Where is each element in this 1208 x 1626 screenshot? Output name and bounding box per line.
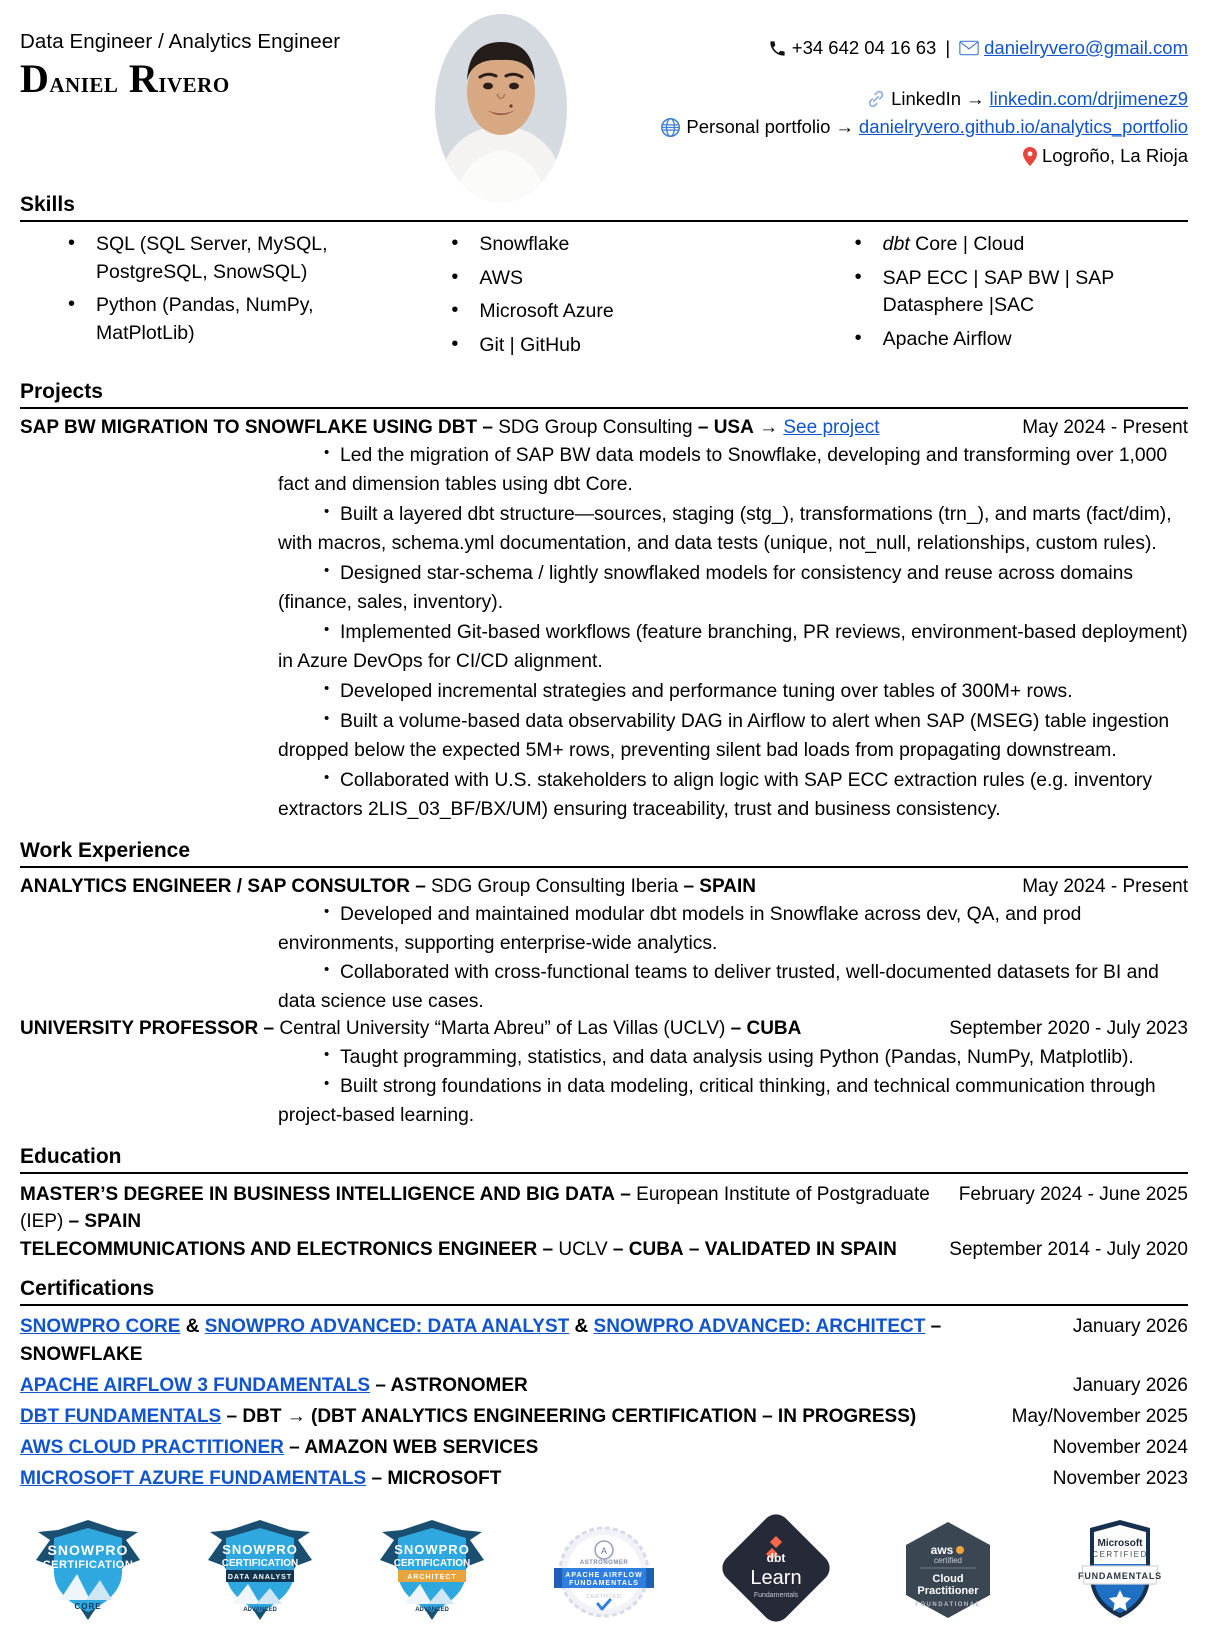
name-rest-first: aniel bbox=[49, 66, 119, 99]
section-heading-certifications: Certifications bbox=[20, 1277, 155, 1301]
svg-text:A: A bbox=[600, 1546, 608, 1557]
project-title-dbt: DBT bbox=[438, 416, 478, 438]
education-date: September 2014 - July 2020 bbox=[949, 1238, 1188, 1260]
svg-text:Practitioner: Practitioner bbox=[917, 1585, 979, 1598]
education-extra-dash: – bbox=[683, 1238, 705, 1260]
linkedin-arrow: → bbox=[966, 87, 985, 109]
work-date: May 2024 - Present bbox=[1022, 875, 1188, 897]
section-heading-projects: Projects bbox=[20, 379, 103, 403]
cert-issuer: ASTRONOMER bbox=[390, 1374, 528, 1396]
education-country-dash: – bbox=[63, 1211, 85, 1233]
skills-grid bbox=[20, 229, 1188, 366]
envelope-icon bbox=[959, 40, 979, 56]
bullet-item: • Taught programming, statistics, and data analysis using Python (Pandas, NumPy, Matplotlib). bbox=[20, 1044, 1188, 1073]
svg-text:dbt: dbt bbox=[766, 1551, 786, 1566]
work-company: Central University “Marta Abreu” of Las Villas (UCLV) bbox=[279, 1018, 726, 1040]
skills-column-1 bbox=[20, 231, 409, 366]
svg-text:SNOWPRO: SNOWPRO bbox=[47, 1542, 129, 1559]
cert-link[interactable]: SNOWPRO ADVANCED: ARCHITECT bbox=[593, 1316, 926, 1338]
skill-item: • AWS bbox=[433, 265, 798, 293]
project-title-to: TO bbox=[208, 416, 245, 438]
education-degree: TELECOMMUNICATIONS AND ELECTRONICS ENGINEER bbox=[20, 1238, 538, 1260]
svg-text:CERTIFIED: CERTIFIED bbox=[1092, 1550, 1148, 1560]
bullet-item: • Designed star-schema / lightly snowflaked models for consistency and reuse across domains (finance, sales, inventory). bbox=[20, 560, 1188, 618]
avatar bbox=[435, 14, 567, 202]
cert-dash: – bbox=[283, 1436, 305, 1458]
svg-text:certified: certified bbox=[933, 1556, 963, 1566]
certification-row bbox=[20, 1372, 1188, 1400]
svg-text:FUNDAMENTALS: FUNDAMENTALS bbox=[1078, 1571, 1162, 1582]
bullet-item: • Built a layered dbt structure—sources, staging (stg_), transformations (trn_), and marts (fact/dim), with macros, schema.yml documentation, and data tests (unique, not_null, relationships, custom rules). bbox=[20, 501, 1188, 559]
svg-text:CERTIFICATION: CERTIFICATION bbox=[393, 1558, 471, 1570]
skill-item: • Python (Pandas, NumPy, MatPlotLib) bbox=[50, 292, 409, 347]
certification-row bbox=[20, 1313, 1188, 1368]
svg-text:aws: aws bbox=[930, 1543, 954, 1558]
project-title-sc2b: NOWFLAKE bbox=[257, 416, 368, 438]
cert-link[interactable]: SNOWPRO ADVANCED: DATA ANALYST bbox=[204, 1316, 570, 1338]
work-role: UNIVERSITY PROFESSOR bbox=[20, 1018, 259, 1040]
svg-text:CERTIFIED: CERTIFIED bbox=[586, 1594, 622, 1601]
svg-text:Microsoft: Microsoft bbox=[1097, 1538, 1143, 1550]
cert-dash: – bbox=[221, 1405, 243, 1427]
cert-dash: – bbox=[370, 1374, 391, 1396]
work-header bbox=[20, 1017, 1188, 1042]
portfolio-label: Personal portfolio bbox=[686, 116, 831, 138]
svg-text:ADVANCED: ADVANCED bbox=[243, 1607, 277, 1614]
bullet-item: • Implemented Git-based workflows (feature branching, PR reviews, environment-based deployment) in Azure DevOps for CI/CD alignment. bbox=[20, 619, 1188, 677]
project-bullets bbox=[278, 442, 1188, 824]
contact-row-location bbox=[628, 142, 1188, 171]
project-title-sc1: IGRATION bbox=[116, 416, 209, 438]
svg-text:Fundamentals: Fundamentals bbox=[753, 1592, 799, 1600]
contact-separator: | bbox=[945, 37, 951, 58]
chain-link-icon bbox=[866, 89, 886, 109]
svg-text:Cloud: Cloud bbox=[932, 1573, 964, 1586]
dbt-rest: Core | Cloud bbox=[909, 233, 1025, 255]
section-heading-work: Work Experience bbox=[20, 838, 191, 862]
work-country: SPAIN bbox=[699, 875, 756, 897]
svg-text:FUNDAMENTALS: FUNDAMENTALS bbox=[569, 1580, 639, 1588]
linkedin-label: LinkedIn bbox=[891, 87, 962, 109]
divider-projects bbox=[20, 407, 1188, 409]
svg-text:CERTIFICATION: CERTIFICATION bbox=[42, 1559, 134, 1572]
cert-issuer: SNOWFLAKE bbox=[20, 1343, 143, 1365]
microsoft-certified-fundamentals-badge bbox=[1060, 1514, 1180, 1626]
certification-row bbox=[20, 1403, 1188, 1431]
certification-badges bbox=[20, 1514, 1188, 1626]
education-dash: – bbox=[537, 1238, 559, 1260]
job-title: Data Engineer / Analytics Engineer bbox=[20, 30, 341, 53]
svg-text:SNOWPRO: SNOWPRO bbox=[394, 1542, 470, 1558]
cert-date: January 2026 bbox=[1072, 1316, 1188, 1338]
project-title-sc2: S bbox=[244, 416, 258, 438]
education-extra: VALIDATED IN SPAIN bbox=[704, 1238, 897, 1260]
education-country: SPAIN bbox=[84, 1211, 142, 1233]
name-initial-first: D bbox=[20, 56, 50, 101]
divider-certifications bbox=[20, 1304, 1188, 1306]
page-title bbox=[20, 58, 340, 100]
skill-item: • SAP ECC | SAP BW | SAP Datasphere |SAC bbox=[837, 265, 1188, 320]
work-bullets bbox=[278, 1044, 1188, 1131]
svg-text:DATA ANALYST: DATA ANALYST bbox=[227, 1574, 293, 1582]
name-rest-last: ivero bbox=[158, 66, 230, 99]
cert-link[interactable]: DBT FUNDAMENTALS bbox=[20, 1405, 222, 1427]
project-arrow: → bbox=[759, 416, 779, 438]
map-pin-icon bbox=[1023, 147, 1037, 166]
contact-block bbox=[628, 34, 1188, 171]
work-country: CUBA bbox=[746, 1018, 802, 1040]
cert-date: November 2024 bbox=[1052, 1436, 1188, 1458]
cert-amp: & bbox=[569, 1316, 594, 1338]
divider-work bbox=[20, 866, 1188, 868]
cert-issuer: AMAZON WEB SERVICES bbox=[304, 1436, 539, 1458]
snowpro-core-badge bbox=[28, 1514, 148, 1626]
work-country-dash: – bbox=[725, 1018, 747, 1040]
skill-item: • Microsoft Azure bbox=[433, 298, 798, 326]
education-institution: UCLV bbox=[558, 1238, 608, 1260]
project-title-main: SAP BW M bbox=[20, 416, 117, 438]
project-date: May 2024 - Present bbox=[1022, 416, 1188, 438]
snowpro-data-analyst-badge bbox=[200, 1514, 320, 1626]
work-dash: – bbox=[409, 875, 432, 897]
linkedin-link[interactable]: linkedin.com/drjimenez9 bbox=[989, 87, 1188, 109]
cert-issuer: MICROSOFT bbox=[387, 1467, 502, 1489]
education-country: CUBA bbox=[628, 1238, 684, 1260]
work-role-bold: SAP CONSULTOR bbox=[247, 875, 410, 897]
project-company: SDG Group Consulting bbox=[498, 416, 693, 438]
svg-text:ASTRONOMER: ASTRONOMER bbox=[579, 1560, 629, 1567]
education-degree: MASTER’S DEGREE IN BUSINESS INTELLIGENCE AND BIG DATA bbox=[20, 1183, 616, 1205]
phone-number: +34 642 04 16 63 bbox=[791, 37, 937, 58]
section-heading-skills: Skills bbox=[20, 193, 75, 216]
bullet-item: • Developed and maintained modular dbt models in Snowflake across dev, QA, and prod environments, supporting enterprise-wide analytics. bbox=[20, 901, 1188, 959]
aws-cloud-practitioner-badge bbox=[888, 1514, 1008, 1626]
cert-amp: & bbox=[180, 1316, 205, 1338]
certification-list bbox=[20, 1313, 1188, 1492]
svg-text:FOUNDATIONAL: FOUNDATIONAL bbox=[915, 1602, 981, 1609]
bullet-item: • Collaborated with cross-functional teams to deliver trusted, well-documented datasets for BI and data science use cases. bbox=[20, 959, 1188, 1017]
certification-row bbox=[20, 1434, 1188, 1462]
bullet-item: • Led the migration of SAP BW data models to Snowflake, developing and transforming over 1,000 fact and dimension tables using dbt Core. bbox=[20, 442, 1188, 500]
email-link[interactable]: danielryvero@gmail.com bbox=[984, 37, 1188, 58]
location-text: Logroño, La Rioja bbox=[1041, 145, 1188, 167]
contact-row-linkedin bbox=[628, 85, 1188, 114]
svg-text:ARCHITECT: ARCHITECT bbox=[407, 1574, 457, 1582]
education-row bbox=[20, 1236, 1188, 1264]
see-project-link[interactable]: See project bbox=[783, 416, 880, 438]
work-date: September 2020 - July 2023 bbox=[949, 1018, 1188, 1040]
skill-item: • SQL (SQL Server, MySQL, PostgreSQL, SnowSQL) bbox=[50, 231, 409, 286]
skills-column-2 bbox=[409, 231, 798, 366]
cert-date: May/November 2025 bbox=[1011, 1405, 1188, 1427]
work-role: ANALYTICS ENGINEER bbox=[20, 875, 232, 897]
cert-date: January 2026 bbox=[1072, 1374, 1188, 1396]
cert-date: November 2023 bbox=[1052, 1467, 1188, 1489]
divider-skills bbox=[20, 220, 1188, 222]
cert-link[interactable]: SNOWPRO CORE bbox=[20, 1316, 181, 1338]
education-date: February 2024 - June 2025 bbox=[958, 1183, 1188, 1205]
skill-item: • Snowflake bbox=[433, 231, 798, 259]
work-dash: – bbox=[258, 1018, 280, 1040]
section-heading-education: Education bbox=[20, 1144, 122, 1168]
cert-link[interactable]: MICROSOFT AZURE FUNDAMENTALS bbox=[20, 1467, 367, 1489]
portfolio-arrow: → bbox=[835, 116, 854, 138]
phone-icon bbox=[768, 39, 787, 58]
contact-row-phone-email bbox=[628, 34, 1188, 63]
project-country-dash: – bbox=[692, 416, 714, 438]
contact-row-portfolio bbox=[628, 113, 1188, 142]
skill-item: • Git | GitHub bbox=[433, 332, 798, 360]
cert-dash: – bbox=[366, 1467, 388, 1489]
snowpro-architect-badge bbox=[372, 1514, 492, 1626]
resume-header bbox=[20, 14, 1188, 179]
work-country-dash: – bbox=[678, 875, 700, 897]
header-identity bbox=[20, 30, 340, 100]
education-dash: – bbox=[615, 1183, 637, 1205]
cert-arrow: → bbox=[281, 1405, 311, 1427]
work-bullets bbox=[278, 901, 1188, 1017]
dbt-learn-fundamentals-badge bbox=[716, 1514, 836, 1626]
education-country-dash: – bbox=[607, 1238, 629, 1260]
project-title-using: USING bbox=[367, 416, 439, 438]
skill-item: • Apache Airflow bbox=[837, 326, 1188, 354]
svg-text:CERTIFICATION: CERTIFICATION bbox=[221, 1558, 299, 1570]
project-header bbox=[20, 416, 1188, 441]
project-country: USA bbox=[713, 416, 754, 438]
bullet-item: • Built a volume-based data observability DAG in Airflow to alert when SAP (MSEG) table ingestion dropped below the expected 5M+ rows, preventing silent bad loads from propagating downstream. bbox=[20, 708, 1188, 766]
education-row bbox=[20, 1181, 1188, 1236]
dbt-italic: dbt bbox=[882, 233, 910, 255]
apache-airflow-fundamentals-badge bbox=[544, 1514, 664, 1626]
bullet-item: • Built strong foundations in data modeling, critical thinking, and technical communication through project-based learning. bbox=[20, 1073, 1188, 1131]
svg-text:ADVANCED: ADVANCED bbox=[415, 1607, 449, 1614]
divider-education bbox=[20, 1172, 1188, 1174]
project-title-dash: – bbox=[477, 416, 499, 438]
cert-note: (DBT ANALYTICS ENGINEERING CERTIFICATION – IN PROGRESS) bbox=[311, 1405, 917, 1427]
svg-text:APACHE AIRFLOW: APACHE AIRFLOW bbox=[565, 1572, 643, 1580]
globe-icon bbox=[660, 117, 681, 138]
cert-dash: – bbox=[925, 1316, 942, 1338]
svg-text:SNOWPRO: SNOWPRO bbox=[222, 1542, 298, 1558]
bullet-item: • Collaborated with U.S. stakeholders to align logic with SAP ECC extraction rules (e.g. inventory extractors 2LIS_03_BF/BX/UM) ensuring traceability, trust and business consistency. bbox=[20, 767, 1188, 825]
bullet-item: • Developed incremental strategies and performance tuning over tables of 300M+ rows. bbox=[20, 678, 1188, 707]
work-role-slash: / bbox=[231, 875, 248, 897]
skill-item-dbt bbox=[837, 231, 1188, 259]
cert-issuer: DBT bbox=[242, 1405, 282, 1427]
cert-link[interactable]: AWS CLOUD PRACTITIONER bbox=[20, 1436, 284, 1458]
work-company: SDG Group Consulting Iberia bbox=[431, 875, 679, 897]
cert-link[interactable]: APACHE AIRFLOW 3 FUNDAMENTALS bbox=[20, 1374, 371, 1396]
portfolio-link[interactable]: danielryvero.github.io/analytics_portfolio bbox=[858, 116, 1188, 138]
work-header bbox=[20, 875, 1188, 900]
education-institution: European Institute of Postgraduate (IEP) bbox=[20, 1183, 930, 1233]
svg-text:CORE: CORE bbox=[74, 1602, 102, 1612]
skills-column-3 bbox=[799, 231, 1188, 366]
svg-text:Learn: Learn bbox=[750, 1567, 802, 1590]
name-initial-last: R bbox=[128, 56, 159, 101]
certification-row bbox=[20, 1465, 1188, 1493]
